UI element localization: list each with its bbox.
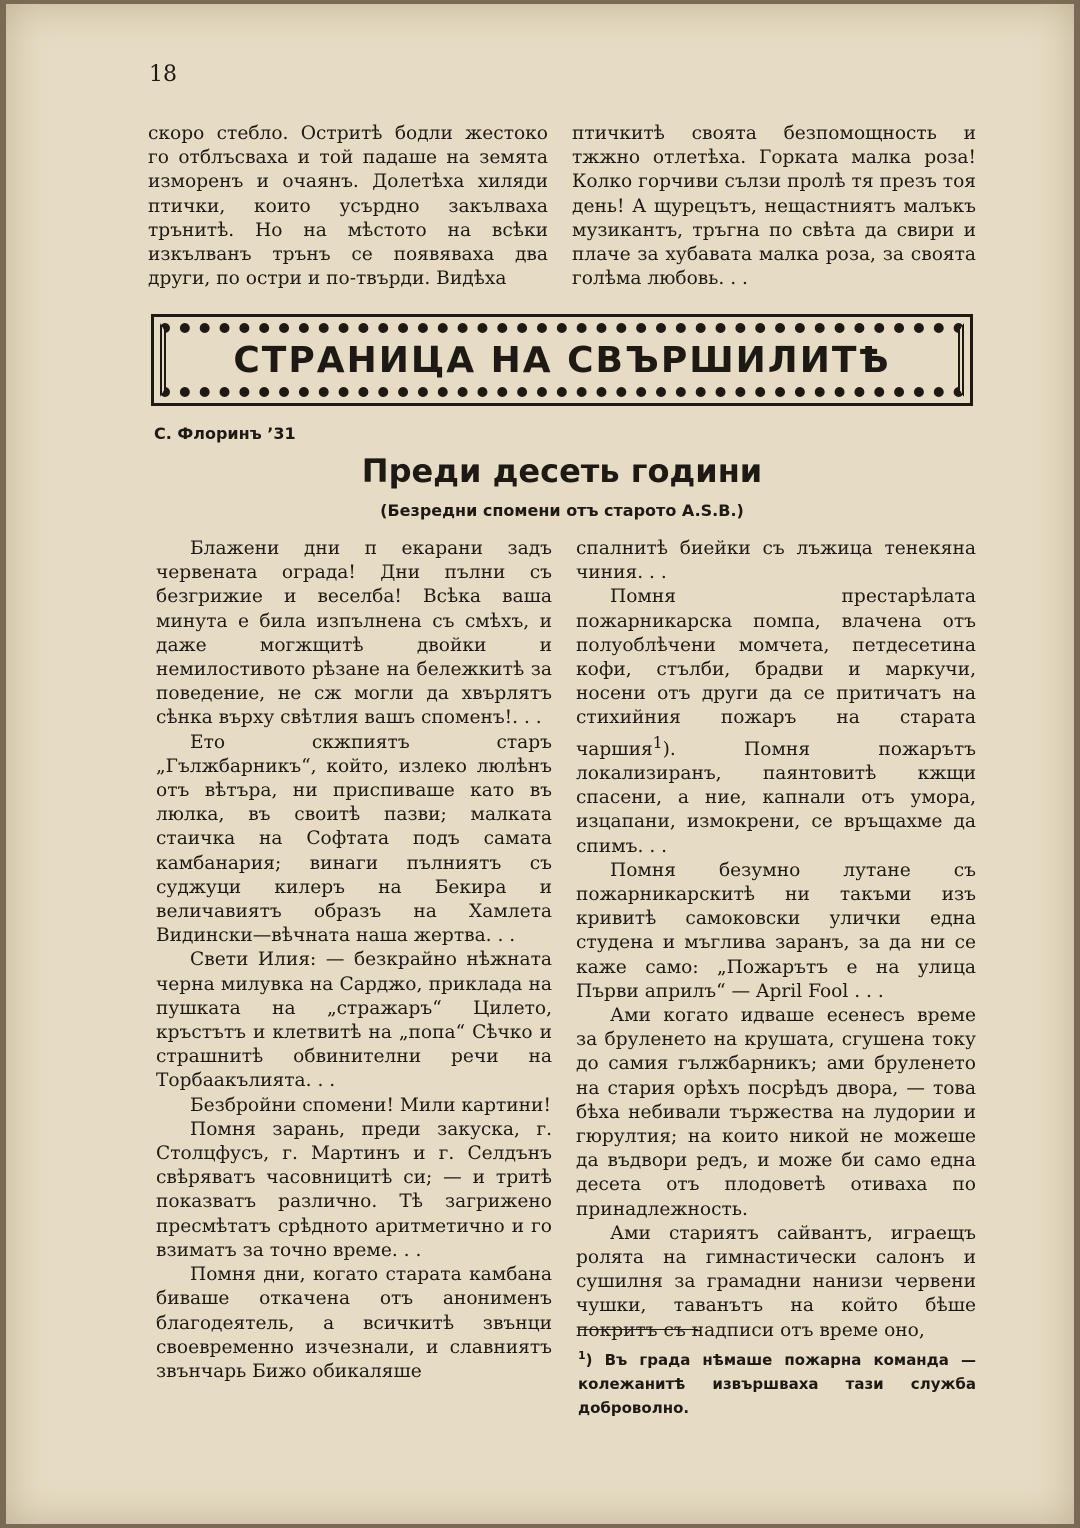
footnote-divider [578, 1329, 698, 1330]
paragraph: Свети Илия: — безкрайно нѣжната черна милувка на Сарджо, приклада на пушката на „стражаръ“ Цилето, кръстътъ и клетвитѣ на „попа“ Сѣчко и страшнитѣ обвинителни речи на Торбаакълията. . . [156, 949, 552, 1092]
paragraph: Блажени дни п екарани задъ червената ограда! Дни пълни съ безгрижие и веселба! Всѣка ваша минута е била изпълнена съ смѣхъ, и даже могжщитѣ двойки и немилостивото рѣзане на бележкитѣ за поведение, не сж могли да хвърлятъ сѣнка върху свѣтлия вашъ споменъ!. . . [156, 538, 552, 729]
article-title: Преди десеть години [361, 452, 763, 490]
paragraph [576, 585, 976, 858]
article-right-column [576, 537, 976, 1343]
magazine-page [6, 4, 1074, 1524]
top-left-column [148, 122, 548, 291]
paragraph: Ето скжпиятъ старъ „Гължбарникъ“, който, излеко люлѣнъ отъ вѣтъра, ни приспиваше като въ люлка, въ своитѣ пазви; малката стаичка на Софтата подъ самата камбанария; винаги пълниятъ съ суджуци килеръ на Бекира и величавиятъ образъ на Хамлета Видински—вѣчната наша жертва. . . [156, 731, 552, 947]
paragraph-text: Помня престарѣлата пожарникарска помпа, влачена отъ полуоблѣчени момчета, петдесетина кофи, стълби, брадви и маркучи, носени отъ други да се притичатъ на стихийния пожаръ на старата чаршия [576, 586, 976, 760]
section-banner [151, 314, 973, 406]
footnote: $^1$) Въ града нѣмаше пожарна команда — колежанитѣ извършваха тази служба доброволно. [578, 1349, 977, 1417]
paragraph: Безбройни спомени! Мили картини! [190, 1094, 551, 1116]
paragraph: Помня безумно лутане съ пожарникарскитѣ ни такъми изъ кривитѣ самоковски улички една студена и мъглива заранъ, за да ни се каже само: „Пожарътъ е на улица Първи априлъ“ — April Fool . . . [576, 859, 976, 1002]
paragraph: Помня дни, когато старата камбана биваше откачена отъ анонименъ благодеятель, а всичкитѣ звънци своевременно изчезнали, и славниятъ звънчарь Бижо обикаляше [156, 1264, 552, 1382]
article-subtitle: (Безредни спомени отъ старото A.S.B.) [380, 501, 744, 520]
paragraph: скоро стебло. Остритѣ бодли жестоко го отблъсваха и той падаше на земята изморенъ и очаянъ. Долетѣха хиляди птички, които усърдно закълваха трънитѣ. Но на мѣстото на всѣки изкълванъ трънъ се появяваха два други, по остри и по-твърди. Видѣха [148, 123, 548, 290]
footnote-marker: 1 [578, 1349, 586, 1362]
paragraph-text: ). Помня пожарътъ локализиранъ, паянтовитѣ кжщи спасени, а ние, капнали отъ умора, изцапани, измокрени, се връщахме да спимъ. . . [576, 738, 976, 857]
author-byline: С. Флоринъ ’31 [154, 424, 296, 443]
paragraph: спалнитѣ биейки съ лъжица тенекяна чиния. . . [576, 538, 976, 584]
footnote-reference: 1 [652, 733, 663, 752]
top-right-column [572, 122, 976, 291]
paragraph: Ами когато идваше есенесъ време за бруленето на крушата, сгушена току до самия гължбарникъ; ами бруленето на стария орѣхъ посрѣдъ двора, — това бѣха небивали тържества на лудории и гюрултия; на които никой не можеше да въдвори редъ, и може би само една десета отъ плодоветѣ отиваха по принадлежность. [576, 1005, 976, 1220]
paragraph: Ами стариятъ сайвантъ, играещъ ролята на гимнастически салонъ и сушилня за грамадни нанизи червени чушки, таванътъ на който бѣше покритъ съ надписи отъ време оно, [576, 1222, 976, 1341]
paragraph: Помня зарань, преди закуска, г. Столцфусъ, г. Мартинъ и г. Селдънъ свѣряватъ часовницитѣ си; — и тритѣ показватъ различно. Тѣ загрижено пресмѣтатъ срѣдното аритметично и го взиматъ за точно време. . . [156, 1118, 552, 1261]
footnote-text: Въ града нѣмаше пожарна команда — колежанитѣ извършваха тази служба доброволно. [578, 1351, 977, 1417]
article-left-column [156, 537, 552, 1384]
page-number: 18 [149, 62, 177, 87]
paragraph: птичкитѣ своята безпомощность и тжжно отлетѣха. Горката малка роза! Колко горчиви сълзи пролѣ тя презъ тоя день! А щурецътъ, нещастниятъ малъкъ музикантъ, тръгна по свѣта да свири и плаче за хубавата малка роза, за своята голѣма любовь. . . [572, 123, 976, 290]
section-title: СТРАНИЦА НА СВЪРШИЛИТѢ [233, 339, 891, 381]
